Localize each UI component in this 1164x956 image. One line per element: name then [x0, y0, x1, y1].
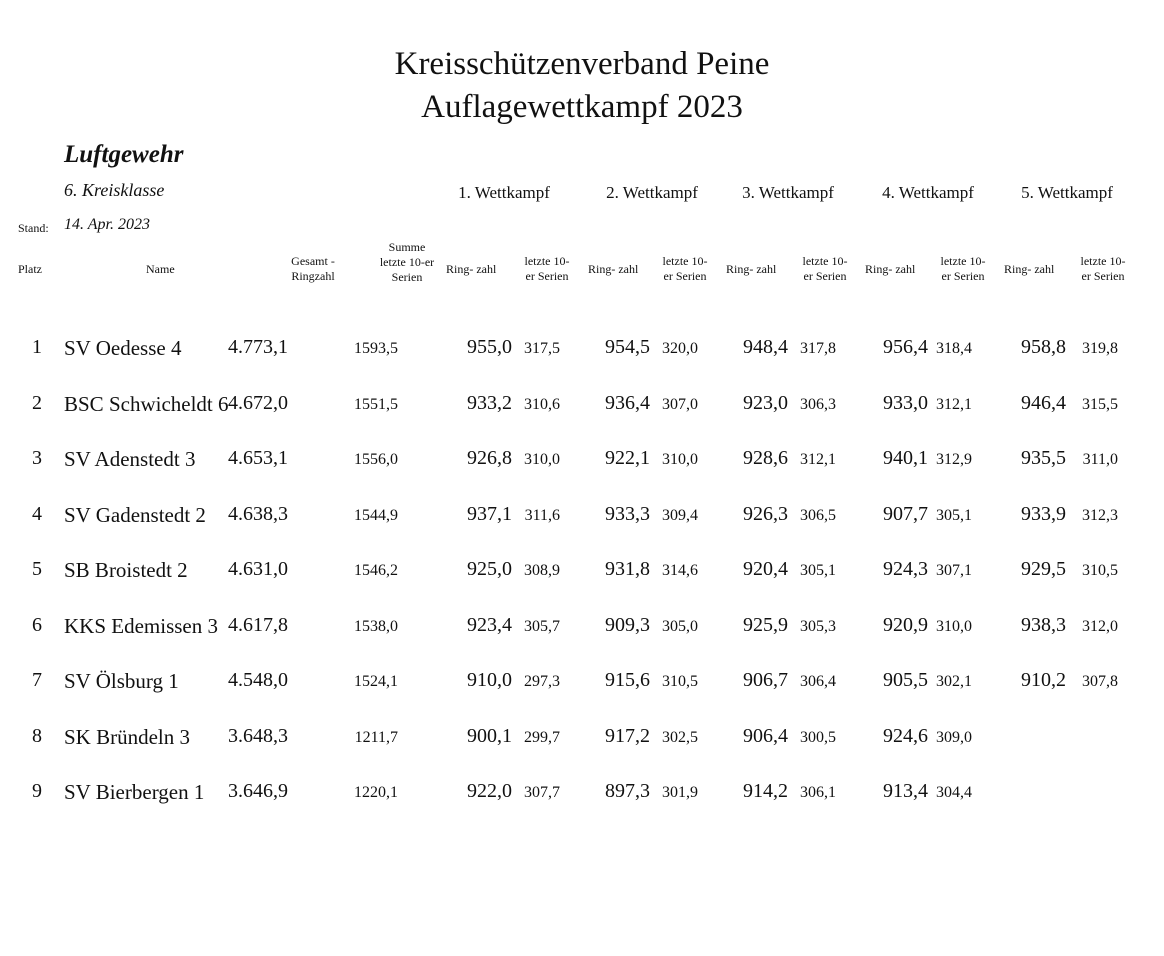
total-score: 3.648,3 [228, 724, 288, 747]
letzte-serien-5: 312,3 [1082, 506, 1118, 524]
ringzahl-5: 938,3 [1021, 613, 1066, 636]
table-row [0, 336, 1164, 366]
header-letzte-2: letzte 10- er Serien [662, 254, 708, 283]
sum-last-series: 1524,1 [354, 673, 398, 690]
letzte-serien-5: 307,8 [1082, 673, 1118, 690]
competition-3-heading: 3. Wettkampf [742, 183, 834, 202]
letzte-serien-5: 310,5 [1082, 562, 1118, 579]
ringzahl-1: 900,1 [467, 724, 512, 747]
letzte-serien-1: 310,6 [524, 395, 560, 413]
letzte-serien-2: 310,5 [662, 673, 698, 690]
stand-label: Stand: [18, 221, 49, 235]
letzte-serien-1: 305,7 [524, 617, 560, 635]
header-name: Name [146, 262, 175, 276]
header-gesamt: Gesamt - Ringzahl [291, 254, 335, 283]
place-number: 6 [32, 613, 42, 636]
ringzahl-4: 905,5 [883, 669, 928, 691]
header-ringzahl-4: Ring- zahl [865, 262, 916, 276]
place-number: 8 [32, 724, 42, 747]
letzte-serien-3: 306,5 [800, 506, 836, 524]
page-title: Kreisschützenverband Peine [394, 46, 770, 82]
place-number: 4 [32, 502, 42, 525]
place-number: 2 [32, 391, 42, 414]
table-row [0, 725, 1164, 755]
ringzahl-1: 926,8 [467, 447, 512, 469]
sum-last-series: 1593,5 [354, 340, 398, 357]
ringzahl-1: 910,0 [467, 669, 512, 691]
letzte-serien-3: 306,1 [800, 784, 836, 801]
letzte-serien-4: 302,1 [936, 673, 972, 690]
header-ringzahl-2: Ring- zahl [588, 262, 639, 276]
letzte-serien-1: 308,9 [524, 562, 560, 579]
place-number: 1 [32, 336, 42, 358]
ringzahl-2: 931,8 [605, 558, 650, 580]
header-letzte-1: letzte 10- er Serien [524, 254, 570, 283]
team-name: SV Gadenstedt 2 [64, 502, 206, 527]
letzte-serien-5: 315,5 [1082, 395, 1118, 413]
ringzahl-3: 914,2 [743, 780, 788, 802]
competition-4-heading: 4. Wettkampf [882, 183, 974, 202]
ringzahl-4: 940,1 [883, 447, 928, 469]
ringzahl-2: 915,6 [605, 669, 650, 691]
team-name: SV Ölsburg 1 [64, 669, 179, 693]
table-row [0, 780, 1164, 810]
ringzahl-2: 936,4 [605, 391, 650, 414]
ringzahl-4: 924,3 [883, 558, 928, 580]
header-platz: Platz [18, 262, 42, 276]
letzte-serien-5: 311,0 [1082, 451, 1118, 468]
team-name: SV Oedesse 4 [64, 336, 182, 360]
letzte-serien-2: 314,6 [662, 562, 698, 579]
ringzahl-5: 958,8 [1021, 336, 1066, 358]
letzte-serien-4: 305,1 [936, 506, 972, 524]
ringzahl-3: 926,3 [743, 502, 788, 525]
table-row [0, 669, 1164, 699]
team-name: SV Bierbergen 1 [64, 780, 205, 804]
team-name: BSC Schwicheldt 6 [64, 391, 229, 416]
ringzahl-5: 933,9 [1021, 502, 1066, 525]
sum-last-series: 1551,5 [354, 395, 398, 413]
ringzahl-5: 929,5 [1021, 558, 1066, 580]
letzte-serien-3: 317,8 [800, 340, 836, 357]
competition-2-heading: 2. Wettkampf [606, 183, 698, 202]
letzte-serien-2: 302,5 [662, 728, 698, 746]
letzte-serien-1: 307,7 [524, 784, 560, 801]
ringzahl-5: 910,2 [1021, 669, 1066, 691]
letzte-serien-2: 320,0 [662, 340, 698, 357]
total-score: 3.646,9 [228, 780, 288, 802]
letzte-serien-1: 310,0 [524, 451, 560, 468]
ringzahl-2: 897,3 [605, 780, 650, 802]
letzte-serien-4: 318,4 [936, 340, 972, 357]
letzte-serien-4: 304,4 [936, 784, 972, 801]
team-name: SV Adenstedt 3 [64, 447, 196, 471]
ringzahl-3: 920,4 [743, 558, 788, 580]
header-letzte-4: letzte 10- er Serien [940, 254, 986, 283]
place-number: 3 [32, 447, 42, 469]
letzte-serien-2: 309,4 [662, 506, 698, 524]
page-subtitle: Auflagewettkampf 2023 [421, 89, 743, 125]
letzte-serien-3: 312,1 [800, 451, 836, 468]
sum-last-series: 1556,0 [354, 451, 398, 468]
ringzahl-4: 933,0 [883, 391, 928, 414]
total-score: 4.672,0 [228, 391, 288, 414]
ringzahl-3: 928,6 [743, 447, 788, 469]
total-score: 4.548,0 [228, 669, 288, 691]
header-ringzahl-5: Ring- zahl [1004, 262, 1055, 276]
sum-last-series: 1546,2 [354, 562, 398, 579]
letzte-serien-2: 307,0 [662, 395, 698, 413]
letzte-serien-2: 301,9 [662, 784, 698, 801]
ringzahl-4: 907,7 [883, 502, 928, 525]
letzte-serien-1: 297,3 [524, 673, 560, 690]
ringzahl-1: 922,0 [467, 780, 512, 802]
ringzahl-3: 948,4 [743, 336, 788, 358]
letzte-serien-4: 312,1 [936, 395, 972, 413]
letzte-serien-3: 306,3 [800, 395, 836, 413]
table-row [0, 614, 1164, 644]
table-row [0, 558, 1164, 588]
place-number: 5 [32, 558, 42, 580]
letzte-serien-3: 305,3 [800, 617, 836, 635]
table-row [0, 447, 1164, 477]
ringzahl-2: 917,2 [605, 724, 650, 747]
header-letzte-3: letzte 10- er Serien [802, 254, 848, 283]
total-score: 4.653,1 [228, 447, 288, 469]
total-score: 4.773,1 [228, 336, 288, 358]
ringzahl-2: 909,3 [605, 613, 650, 636]
competition-1-heading: 1. Wettkampf [458, 183, 550, 202]
ringzahl-2: 922,1 [605, 447, 650, 469]
table-row [0, 503, 1164, 533]
sum-last-series: 1211,7 [354, 728, 398, 746]
letzte-serien-5: 319,8 [1082, 340, 1118, 357]
letzte-serien-4: 310,0 [936, 617, 972, 635]
letzte-serien-1: 311,6 [524, 506, 560, 524]
team-name: SK Bründeln 3 [64, 724, 190, 749]
total-score: 4.638,3 [228, 502, 288, 525]
letzte-serien-1: 317,5 [524, 340, 560, 357]
total-score: 4.631,0 [228, 558, 288, 580]
letzte-serien-3: 305,1 [800, 562, 836, 579]
table-row [0, 392, 1164, 422]
letzte-serien-1: 299,7 [524, 728, 560, 746]
stand-date: 14. Apr. 2023 [64, 216, 150, 233]
ringzahl-1: 937,1 [467, 502, 512, 525]
discipline-heading: Luftgewehr [64, 141, 184, 168]
class-heading: 6. Kreisklasse [64, 180, 165, 200]
ringzahl-4: 956,4 [883, 336, 928, 358]
place-number: 7 [32, 669, 42, 691]
ringzahl-4: 924,6 [883, 724, 928, 747]
total-score: 4.617,8 [228, 613, 288, 636]
ringzahl-1: 925,0 [467, 558, 512, 580]
header-summe: Summe letzte 10-er Serien [379, 240, 435, 284]
ringzahl-4: 920,9 [883, 613, 928, 636]
letzte-serien-4: 312,9 [936, 451, 972, 468]
ringzahl-3: 923,0 [743, 391, 788, 414]
letzte-serien-4: 309,0 [936, 728, 972, 746]
team-name: KKS Edemissen 3 [64, 613, 218, 638]
ringzahl-3: 925,9 [743, 613, 788, 636]
ringzahl-5: 935,5 [1021, 447, 1066, 469]
ringzahl-2: 954,5 [605, 336, 650, 358]
sum-last-series: 1544,9 [354, 506, 398, 524]
competition-5-heading: 5. Wettkampf [1021, 183, 1113, 202]
ringzahl-1: 955,0 [467, 336, 512, 358]
header-ringzahl-1: Ring- zahl [446, 262, 497, 276]
letzte-serien-3: 300,5 [800, 728, 836, 746]
letzte-serien-2: 305,0 [662, 617, 698, 635]
letzte-serien-3: 306,4 [800, 673, 836, 690]
letzte-serien-4: 307,1 [936, 562, 972, 579]
place-number: 9 [32, 780, 42, 802]
ringzahl-3: 906,4 [743, 724, 788, 747]
ringzahl-3: 906,7 [743, 669, 788, 691]
ringzahl-2: 933,3 [605, 502, 650, 525]
ringzahl-1: 933,2 [467, 391, 512, 414]
header-ringzahl-3: Ring- zahl [726, 262, 777, 276]
ringzahl-5: 946,4 [1021, 391, 1066, 414]
ringzahl-4: 913,4 [883, 780, 928, 802]
letzte-serien-2: 310,0 [662, 451, 698, 468]
ringzahl-1: 923,4 [467, 613, 512, 636]
sum-last-series: 1220,1 [354, 784, 398, 801]
team-name: SB Broistedt 2 [64, 558, 188, 582]
letzte-serien-5: 312,0 [1082, 617, 1118, 635]
sum-last-series: 1538,0 [354, 617, 398, 635]
header-letzte-5: letzte 10- er Serien [1080, 254, 1126, 283]
